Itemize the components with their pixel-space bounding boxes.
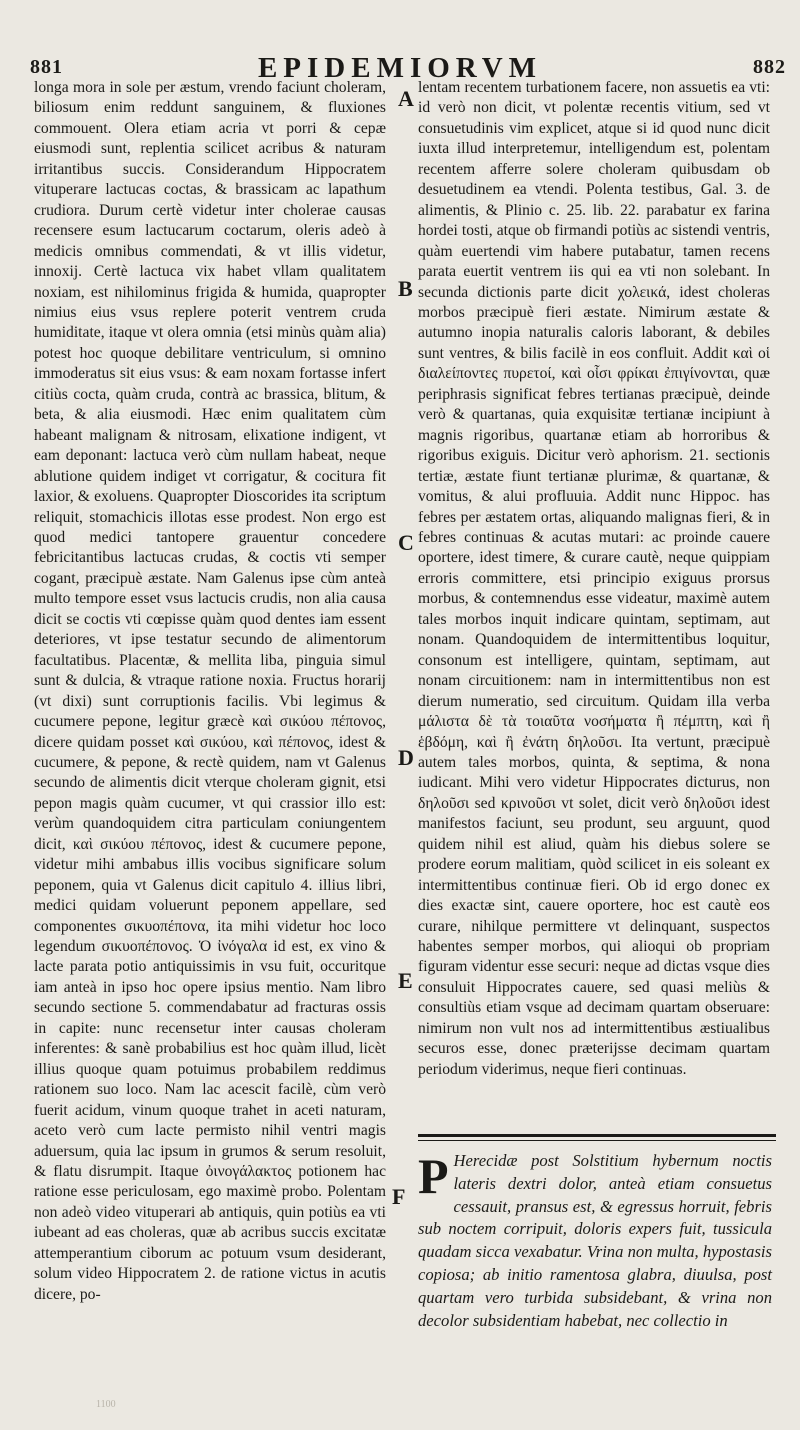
running-title: EPIDEMIORVM [257, 52, 543, 84]
faded-stamp: 1100 [96, 1399, 116, 1410]
section-rule-thin [418, 1140, 776, 1141]
case-history-text: Herecidæ post Solstitium hybernum noctis lateris dextri dolor, anteà etiam consuetus cessauit, pransus est, & egressus horruit, febris sub noctem corripuit, doloris expers fuit, tussicula quadam sicca vexabatur. Vrina non multa, hypostasis copiosa; ab initio ramentosa glabra, diuulsa, post quartam vero turbida subsidebant, & vrina non decolor subsidentiam habebat, nec collectio in [418, 1151, 772, 1330]
section-marker-d: D [398, 745, 414, 770]
right-column-text: lentam recentem turbationem facere, non assuetis ea vti: id verò non dicit, vt polentæ recentis vitium, sed vt consuetudinis vim explicet, atque si id quod nunc dicit iuxta illud interpretemur, intelligendum est, polentam recentem afferre solere choleram quibusdam ob desuetudinem ea vtendi. Polenta testibus, Gal. 3. de alimentis, & Plinio c. 25. lib. 22. parabatur ex farina hordei tosti, atque ob firmandi potiùs ac sistendi ventris, quàm euertendi vim habere putabatur, tamen recens parata euertit ventrem iis qui ea vti non solebant. In secunda dictionis parte dicit χολεικά, idest choleras morbos præcipuè fieri æstate. Nimirum æstate & autumno inopia naturalis caloris laborant, & debiles sunt ventres, & bilis facilè in eos confluit. Addit καὶ οἱ διαλείποντες πυρετοί, καὶ οἷσι φρίκαι ἐπιγίνονται, quæ periphrasis significat febres tertianas præcipuè, deinde verò & quartanas, quia exquisitæ tertianæ incipiunt à magnis rigoribus, quartanæ etiam ab horroribus & rigoribus exiguis. Dicitur verò aphorism. 21. sectionis tertiæ, æstate fiunt tertianæ plurimæ, & quartanæ, & vomitus, & alui profluuia. Addit nunc Hippoc. has febres per æstatem ortas, aliquando malignas fieri, & in febres continuas & acutas mutari: ac proinde cauere oportere, idest timere, & curare cautè, neque quippiam erroris committere, etsi principio exiguus prorsus morbus, & contemnendus esse videatur, maximè autem tales morbos inquit indicare quintam, septimam, aut nonam. Quandoquidem de intermittentibus loquitur, consonum est intelligere, quintam, septimam, aut nonam circuitionem: nam in intermittentibus non est dierum numeratio, sed circuitum. Quidam illa verba μάλιστα δὲ τὰ τοιαῦτα νοσήματα ἢ πέμπτη, καὶ ἢ ἑβδόμη, καὶ ἢ ἐνάτη δηλοῦσι. Ita vertunt, præcipuè autem tales morbos, quinta, & septima, & nona iudicant. Mihi vero videtur Hippocrates dicturus, non δηλοῦσι sed κρινοῦσι vt solet, dicit verò δηλοῦσι idest manifestos faciunt, seu produnt, seu arguunt, quod quidem nihil est aliud, quàm his diebus solere se prodere eorum malitiam, quòd scilicet in eis soleant ex intermittentibus continuæ fieri. Ob id ergo donec ex dies exactæ sint, cauere oportere, hoc est cautè eos curare, nihilque permittere vt delinquant, suspectos habentes semper morbos, qui alioqui ob propriam figuram videntur esse securi: neque ad dictas vsque dies consuluit Hippocrates cauere, sed quasi meliùs & consultiùs etiam vsque ad decimam quartam obseruare: nimirum non vult nos ad intermittentibus æstiualibus securos esse, donec præterijsse decimam quartam periodum viderimus, neque fieri continuas. [418, 79, 770, 1078]
section-marker-b: B [398, 276, 413, 301]
section-marker-a: A [398, 86, 414, 111]
page-number-right: 882 [753, 56, 786, 78]
section-marker-c: C [398, 530, 414, 555]
case-history [418, 1150, 772, 1332]
drop-cap: P [418, 1148, 449, 1204]
left-column-text: longa mora in sole per æstum, vrendo faciunt choleram, biliosum enim reddunt sanguinem, & fluxiones commouent. Olera etiam acria vt porri & cepæ eiusmodi sunt, replentia scilicet acribus & naturam irritantibus succis. Considerandum Hippocratem vituperare lactucas coctas, & brassicam ac lapathum crudiora. Durum certè videtur inter cholerae causas recensere esum lactucarum coctarum, oleris adeò à medicis omnibus commendati, & vt illis videtur, innoxij. Certè lactuca vix habet vllam qualitatem noxiam, est nihilominus frigida & humida, quapropter nimius eius vsus replere poterit ventrem cruda humiditate, itaque vt olera omnia (etsi minùs quàm alia) potest hoc quoque debilitare ventriculum, si omnino immoderatus sit eius vsus: & eam noxam fortasse infert citiùs cocta, quàm cruda, contrà ac brassica, blitum, & beta, & alia eiusmodi. Hæc enim qualitatem cùm habeant malignam & nitrosam, elixatione indigent, vt eam deponant: lactuca verò cùm nullam habeat, neque ablutione quidem indiget vt corrigatur, & cocitura fit laxior, & exoluens. Quapropter Dioscorides ita scriptum reliquit, stomachicis illotas esse prodest. Non ergo est quod medici tantopere grauentur concedere febricitantibus lactucas crudas, & coctis vti semper cogant, præcipuè æstate. Nam Galenus ipse cùm anteà multo tempore esset vsus lactucis crudis, non alia causa dicit se coctis vti cœpisse quàm quod dentes iam essent deteriores, vt ipse testatur secundo de alimentorum facultatibus. Placentæ, & mellita liba, pinguia simul sunt & dulcia, & vtraque ratione noxia. Fructus horarij (vt dixi) sunt corruptionis facilis. Vbi legimus & cucumere pepone, legitur græcè καὶ σικύου πέπονος, dicere quidam posset καὶ σικύου, καὶ πέπονος, idest & cucumere, & pepone, & rectè quidem, nam vt Galenus secundo de alimentis dicit vterque choleram gignit, etsi pepon magis quàm cucumer, vt qui crassior illo est: verùm quandoquidem citra particulam coniungentem dicit, καὶ σικύου πέπονος, idest & cucumere pepone, videtur mihi ambabus illis vocibus significare solum peponem, quia vt Galenus dicit capitulo 4. illius libri, medici quidam voluerunt peponem appellare, sed componentes σικυοπέπονα, ita mihi videtur hoc loco legendum σικυοπέπονος. Ὁ ἰνόγαλα id est, ex vino & lacte parata potio antiquissimis in vsu fuit, occuritque iam anteà in ipso hoc opere ipsius mentio. Nam libro secundo sectione 5. commendabatur ad fracturas ossis in capite: nunc recensetur inter causas choleram inferentes: & sanè probabilius est hoc quàm illud, licèt illius quoque quam potuimus probabilem reddimus rationem suo loco. Nam lac acescit facilè, cùm verò fuerit acidum, vinum quoque trahet in aceti naturam, aceto verò cum lacte permisto nihil ventri magis aduersum, quia lac ipsum in grumos & serum resoluit, & flatu disrumpit. Itaque ὀινογάλακτος potionem hac ratione esse periculosam, ego maximè probo. Polentam non adeò video vituperari ab antiquis, quin potiùs ea vti iubeant ad eas choleras, quæ ab acribus succis excitatæ attemperantium ciborum ac potuum vsum desiderant, solum video Hippocratem 2. de ratione victus in acutis dicere, po- [34, 79, 386, 1303]
section-marker-f: F [392, 1184, 406, 1209]
section-marker-e: E [398, 968, 413, 993]
right-column [418, 78, 770, 1080]
section-rule-thick [418, 1134, 776, 1137]
page-number-left: 881 [30, 56, 63, 78]
left-column [34, 78, 386, 1305]
